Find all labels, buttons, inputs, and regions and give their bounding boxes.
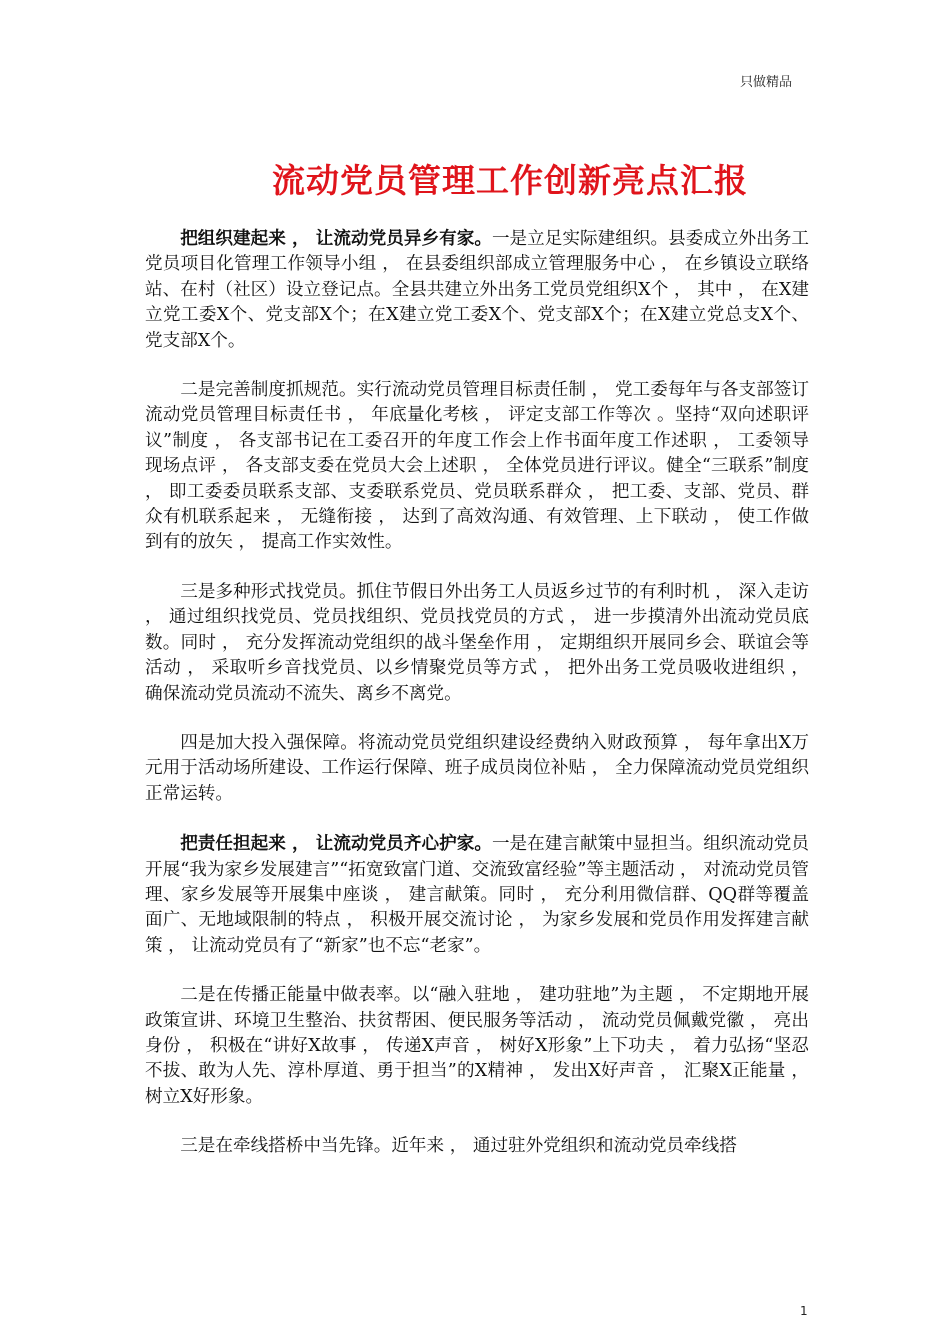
document-body — [145, 226, 809, 1184]
header-note: 只做精品 — [740, 75, 793, 90]
paragraph-1 — [145, 226, 809, 354]
paragraph-5-text: 一是在建言献策中显担当。组织流动党员开展“我为家乡发展建言”“拓宽致富门道、交流致富经验”等主题活动 ， 对流动党员管理、家乡发展等开展集中座谈 ， 建言献策。同时 ， 充分利用微信群、QQ群等覆盖面广、无地域限制的特点 ， 积极开展交流讨论 ， 为家乡发展和党员作用发挥建言献策 ， 让流动党员有了“新家”也不忘“老家”。 — [145, 834, 809, 956]
paragraph-6-text: 二是在传播正能量中做表率。以“融入驻地 ， 建功驻地”为主题 ， 不定期地开展政策宣讲、环境卫生整治、扶贫帮困、便民服务等活动 ， 流动党员佩戴党徽 ， 亮出身份 ， 积极在“讲好X故事 ， 传递X声音 ， 树好X形象”上下功夫 ， 着力弘扬“坚忍不拔、敢为人先、淳朴厚道、勇于担当”的X精神 ， 发出X好声音 ， 汇聚X正能量 ， 树立X好形象。 — [145, 985, 809, 1107]
paragraph-5 — [145, 831, 809, 959]
paragraph-6 — [145, 983, 809, 1110]
document-title: 流动党员管理工作创新亮点汇报 — [272, 161, 748, 200]
paragraph-4-text: 四是加大投入强保障。将流动党员党组织建设经费纳入财政预算 ， 每年拿出X万元用于活动场所建设、工作运行保障、班子成员岗位补贴 ， 全力保障流动党员党组织正常运转。 — [145, 732, 809, 804]
paragraph-2 — [145, 378, 809, 556]
page-number: 1 — [800, 1304, 808, 1318]
paragraph-7-text: 三是在牵线搭桥中当先锋。近年来 ， 通过驻外党组织和流动党员牵线搭 — [180, 1136, 737, 1157]
paragraph-1-text: 一是立足实际建组织。县委成立外出务工党员项目化管理工作领导小组 ， 在县委组织部成立管理服务中心 ， 在乡镇设立联络站、在村（社区）设立登记点。全县共建立外出务工党员党组织X个 ， 其中 ， 在X建立党工委X个、党支部X个；在X建立党工委X个、党支部X个；在X建立党总支X个、党支部X个。 — [145, 229, 809, 351]
paragraph-1-lead: 把组织建起来 ， 让流动党员异乡有家。 — [180, 228, 492, 249]
paragraph-7 — [145, 1134, 809, 1159]
paragraph-5-lead: 把责任担起来 ， 让流动党员齐心护家。 — [180, 833, 492, 855]
paragraph-2-text: 二是完善制度抓规范。实行流动党员管理目标责任制 ， 党工委每年与各支部签订流动党员管理目标责任书 ， 年底量化考核 ， 评定支部工作等次 。坚持“双向述职评议”制度 ， 各支部书记在工委召开的年度工作会上作书面年度工作述职 ， 工委领导现场点评 ， 各支部支委在党员大会上述职 ， 全体党员进行评议。健全“三联系”制度 ， 即工委委员联系支部、支委联系党员、党员联系群众 ， 把工委、支部、党员、群众有机联系起来 ， 无缝衔接 ， 达到了高效沟通、有效管理、上下联动 ， 使工作做到有的放矢 ， 提高工作实效性。 — [145, 380, 809, 553]
paragraph-3 — [145, 580, 809, 707]
paragraph-4 — [145, 731, 809, 807]
paragraph-3-text: 三是多种形式找党员。抓住节假日外出务工人员返乡过节的有利时机 ， 深入走访 ， 通过组织找党员、党员找组织、党员找党员的方式 ， 进一步摸清外出流动党员底数。同时 ， 充分发挥流动党组织的战斗堡垒作用 ， 定期组织开展同乡会、联谊会等活动 ， 采取听乡音找党员、以乡情聚党员等方式 ， 把外出务工党员吸收进组织 ， 确保流动党员流动不流失、离乡不离党。 — [145, 581, 809, 704]
